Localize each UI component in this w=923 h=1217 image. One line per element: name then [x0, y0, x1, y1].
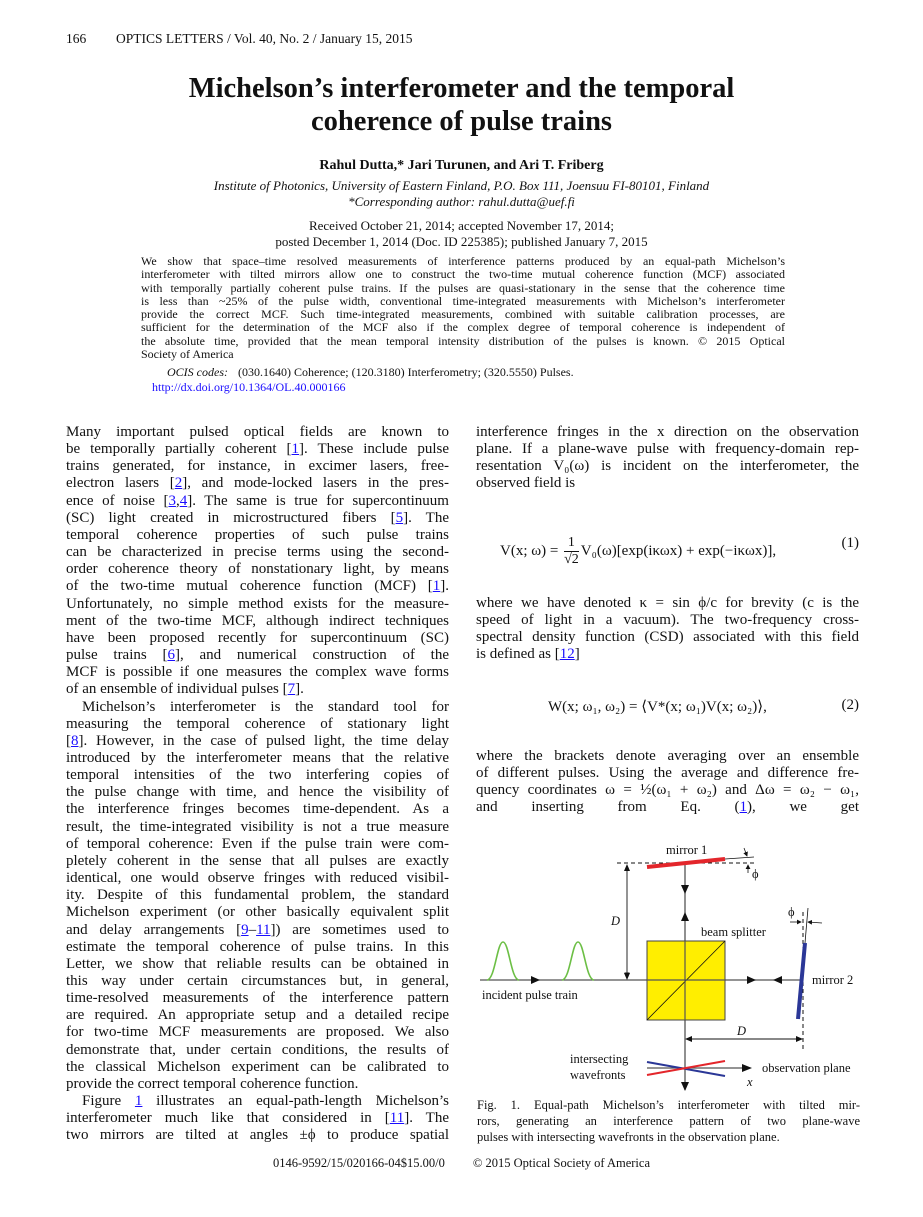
ocis-values: (030.1640) Coherence; (120.3180) Interferometry; (320.5550) Pulses. — [237, 365, 574, 379]
text-line: plane. If a plane-wave pulse with frequency-domain rep- — [476, 441, 859, 458]
reference-link[interactable]: 5 — [395, 509, 404, 526]
text-line: estimate the temporal coherence of pulse trains. In this — [66, 938, 449, 955]
right-column-paragraph — [476, 424, 859, 493]
eq1-lhs: V(x; ω) = — [500, 542, 559, 559]
arrow-down-icon — [681, 1082, 689, 1091]
text-line: can be characterized in precise terms using the second- — [66, 544, 449, 561]
page-number: 166 — [66, 31, 87, 46]
observation-plane-label: observation plane — [762, 1061, 851, 1075]
text-line: Unfortunately, no simple method exists for the measure- — [66, 595, 449, 612]
caption-line: rors, generating an interference pattern of two plane-wave — [477, 1114, 860, 1128]
caption-line: pulses with intersecting wavefronts in the observation plane. — [477, 1130, 780, 1144]
text-line: identical, one would observe fringes with reduced visibil- — [66, 870, 449, 887]
eq1-denominator: √2 — [564, 552, 579, 567]
arrow-left-icon — [773, 976, 782, 984]
text-line: ence of noise [3,4]. The same is true for supercontinuum — [66, 492, 449, 509]
mirror-1-label: mirror 1 — [666, 843, 708, 857]
reference-link[interactable]: 6 — [167, 647, 175, 664]
paper-title — [0, 72, 923, 138]
equation-number: (2) — [841, 697, 859, 713]
text-line: [8]. However, in the case of pulsed light, the time delay — [66, 732, 449, 749]
text-line: introduced by the interferometer means that the relative — [66, 749, 449, 766]
incident-pulse — [562, 942, 594, 980]
dates-line: posted December 1, 2014 (Doc. ID 225385); published January 7, 2015 — [275, 233, 648, 249]
abstract-line: with temporally partially coherent pulse trains. If the pulses are quasi-stationary in the sense that the coherence time — [141, 280, 785, 295]
text-line: the classical Michelson experiment can be calibrated to — [66, 1058, 449, 1075]
arrow-right-icon — [531, 976, 540, 984]
text-line: are required. An appropriate setup and a detailed recipe — [66, 1007, 449, 1024]
text-line: the pulse change with time, and hence the visibility of — [66, 784, 449, 801]
abstract-line: Society of America — [141, 347, 234, 362]
reference-link[interactable]: 8 — [71, 732, 79, 749]
angle-label: ϕ — [752, 867, 759, 881]
mirror-1 — [647, 859, 725, 867]
text-line: resentation V₀(ω) is incident on the interferometer, the — [476, 458, 859, 475]
text-line: spectral density function (CSD) associated with this field — [476, 629, 859, 646]
ocis-codes — [167, 365, 574, 380]
figure-caption — [477, 1097, 860, 1145]
dates-line: Received October 21, 2014; accepted November 17, 2014; — [308, 218, 615, 233]
text-line: two mirrors are tilted at angles ±ϕ to produce spatial — [66, 1127, 449, 1144]
text-line: ity. Despite of this fundamental problem, the standard — [66, 887, 449, 904]
text-line: this way under certain circumstances but, in general, — [66, 973, 449, 989]
reference-link[interactable]: 4 — [179, 492, 188, 509]
text-line: of the two-time mutual coherence function (MCF) [1]. — [66, 578, 449, 595]
eq1-numerator: 1 — [564, 535, 579, 552]
text-line: where the brackets denote averaging over an ensemble — [476, 748, 859, 764]
doi-link[interactable]: http://dx.doi.org/10.1364/OL.40.000166 — [152, 380, 346, 394]
equation-number: (1) — [841, 535, 859, 551]
text-line: for two-time MCF measurements are proposed. We also — [66, 1024, 449, 1041]
equation-1 — [476, 523, 859, 568]
journal-info: OPTICS LETTERS / Vol. 40, No. 2 / January 15, 2015 — [116, 31, 413, 46]
eq1-rhs: V₀(ω)[exp(iκωx) + exp(−iκωx)], — [580, 542, 777, 559]
text-line: pulse trains [6], and numerical construction of the — [66, 647, 449, 664]
distance-label: D — [737, 1024, 747, 1038]
text-line: the interference fringes becomes time-dependent. As a — [66, 801, 449, 818]
left-column — [66, 424, 449, 1145]
text-line: Letter, we show that reliable results can be obtained in — [66, 955, 449, 972]
publication-dates — [0, 218, 923, 249]
arrow-right-icon — [747, 976, 756, 984]
incident-pulse — [487, 942, 519, 980]
reference-link[interactable]: 9 — [241, 921, 249, 938]
mirror-2 — [798, 943, 805, 1019]
text-line: interference fringes in the x direction on the observation — [476, 424, 859, 440]
text-line: of an ensemble of individual pulses [7]. — [66, 681, 304, 698]
abstract — [141, 255, 785, 361]
text-line: electron lasers [2], and mode-locked lasers in the pres- — [66, 475, 450, 492]
abstract-line: interferometer with tilted mirrors allow one to construct the two-time mutual coherence function (MCF) associated — [141, 267, 785, 282]
arrow-down-icon — [681, 885, 689, 894]
corresponding-author: *Corresponding author: rahul.dutta@uef.fi — [348, 194, 575, 209]
text-line: where we have denoted κ = sin ϕ/c for brevity (c is the — [476, 595, 859, 611]
text-line: Many important pulsed optical fields are known to — [66, 424, 449, 440]
article-code: 0146-9592/15/020166-04$15.00/0 — [272, 1156, 445, 1170]
abstract-line: sufficient for the determination of the MCF also if the complex degree of temporal coherence is independent of — [141, 320, 785, 335]
reference-link[interactable]: 1 — [291, 441, 300, 458]
text-line: trains generated, for instance, in excimer lasers, free- — [66, 458, 449, 475]
beam-splitter-label: beam splitter — [701, 925, 766, 939]
text-line: of different pulses. Using the average and difference fre- — [476, 765, 859, 782]
text-line: Figure 1 illustrates an equal-path-length Michelson’s — [82, 1093, 449, 1110]
text-line: and delay arrangements [9–11]) are sometimes used to — [66, 921, 450, 938]
reference-link[interactable]: 3 — [168, 492, 176, 509]
text-line: time-resolved measurements of the interference pattern — [66, 990, 449, 1007]
eq1-fraction — [564, 535, 579, 568]
reference-link[interactable]: 1 — [432, 578, 441, 595]
abstract-line: provide the correct MCF. Such time-integrated measurements, combined with suitable calibration processes, are — [141, 307, 785, 322]
text-line: observed field is — [476, 475, 576, 492]
text-line: speed of light in a vacuum). The two-frequency cross- — [476, 612, 859, 629]
text-line: MCF is possible if one measures the complex wave forms — [66, 664, 449, 681]
text-line: be temporally partially coherent [1]. These include pulse — [66, 441, 449, 458]
text-line: Michelson’s interferometer is the standard tool for — [82, 698, 449, 715]
reference-link[interactable]: 2 — [174, 475, 183, 492]
text-line: provide the correct temporal coherence function. — [66, 1075, 359, 1092]
affiliation — [0, 178, 923, 210]
copyright: © 2015 Optical Society of America — [472, 1156, 651, 1170]
x-axis-label: x — [747, 1075, 753, 1089]
text-line: temporal coherence properties of such pulse trains — [66, 526, 449, 543]
text-line: and inserting from Eq. (1), we get — [476, 799, 859, 816]
text-line: demonstrate that, under certain conditions, the results of — [66, 1041, 449, 1058]
right-column-paragraph — [476, 595, 859, 664]
ocis-label: OCIS codes: — [167, 365, 228, 379]
abstract-line: is less than ~25% of the pulse width, conventional time-integrated measurements with Michelson’s interferometer — [141, 293, 785, 308]
text-line: ment of the two-time MCF, although indirect techniques — [66, 612, 449, 629]
text-line: quency coordinates ω = ½(ω₁ + ω₂) and Δω = ω₂ − ω₁, — [476, 782, 859, 799]
affiliation-line: Institute of Photonics, University of Eastern Finland, P.O. Box 111, Joensuu FI-80101, Finland — [213, 178, 710, 193]
text-line: Michelson experiment (or other basically equivalent split — [66, 904, 449, 921]
authors: Rahul Dutta,* Jari Turunen, and Ari T. Friberg — [319, 158, 604, 173]
reference-link[interactable]: 11 — [389, 1110, 405, 1127]
figure-1-michelson-diagram — [475, 830, 865, 1100]
reference-link[interactable]: 1 — [739, 799, 748, 816]
reference-link[interactable]: 1 — [134, 1093, 143, 1110]
text-line: pletely coherent in the sense that all pulses are exactly — [66, 852, 449, 869]
intersecting-label: intersecting — [570, 1052, 629, 1066]
text-line: have been proposed recently for supercontinuum (SC) — [66, 629, 449, 646]
right-column-paragraph — [476, 748, 859, 817]
text-line: interferometer much like that considered in [11]. The — [66, 1110, 449, 1127]
title-line: Michelson’s interferometer and the temporal — [188, 73, 735, 104]
eq2-body: W(x; ω₁, ω₂) = ⟨V*(x; ω₁)V(x; ω₂)⟩, — [548, 699, 767, 715]
text-line: result, the time-integrated visibility is not a true measure — [66, 818, 449, 835]
reference-link[interactable]: 11 — [256, 921, 271, 938]
text-line: (SC) light created in microstructured fibers [5]. The — [66, 509, 449, 526]
title-line: coherence of pulse trains — [310, 106, 613, 137]
distance-label: D — [611, 914, 621, 928]
reference-link[interactable]: 7 — [287, 681, 296, 698]
wavefronts-label: wavefronts — [570, 1068, 626, 1082]
text-line: of temporal coherence: Even if the pulse train were com- — [66, 835, 449, 852]
mirror-2-label: mirror 2 — [812, 973, 854, 987]
text-line: is defined as [12] — [476, 646, 580, 663]
abstract-line: the absolute time, provided that the mean temporal intensity distribution of the pulses is known. © 2015 Optical — [141, 333, 785, 348]
caption-line: Fig. 1. Equal-path Michelson’s interferometer with tilted mir- — [477, 1098, 860, 1112]
incident-pulse-train-label: incident pulse train — [482, 988, 578, 1002]
running-head — [66, 31, 413, 47]
reference-link[interactable]: 12 — [559, 646, 575, 663]
text-line: measuring the temporal coherence of stationary light — [66, 715, 449, 732]
text-line: order coherence theory of nonstationary light, by means — [66, 561, 449, 578]
angle-label: ϕ — [788, 905, 795, 919]
arrow-up-icon — [681, 912, 689, 921]
abstract-line: We show that space–time resolved measurements of interference patterns produced by an equal-path Michelson’s — [141, 254, 785, 268]
text-line: temporal intensities of the two interfering copies of — [66, 767, 449, 784]
footer — [0, 1156, 923, 1171]
